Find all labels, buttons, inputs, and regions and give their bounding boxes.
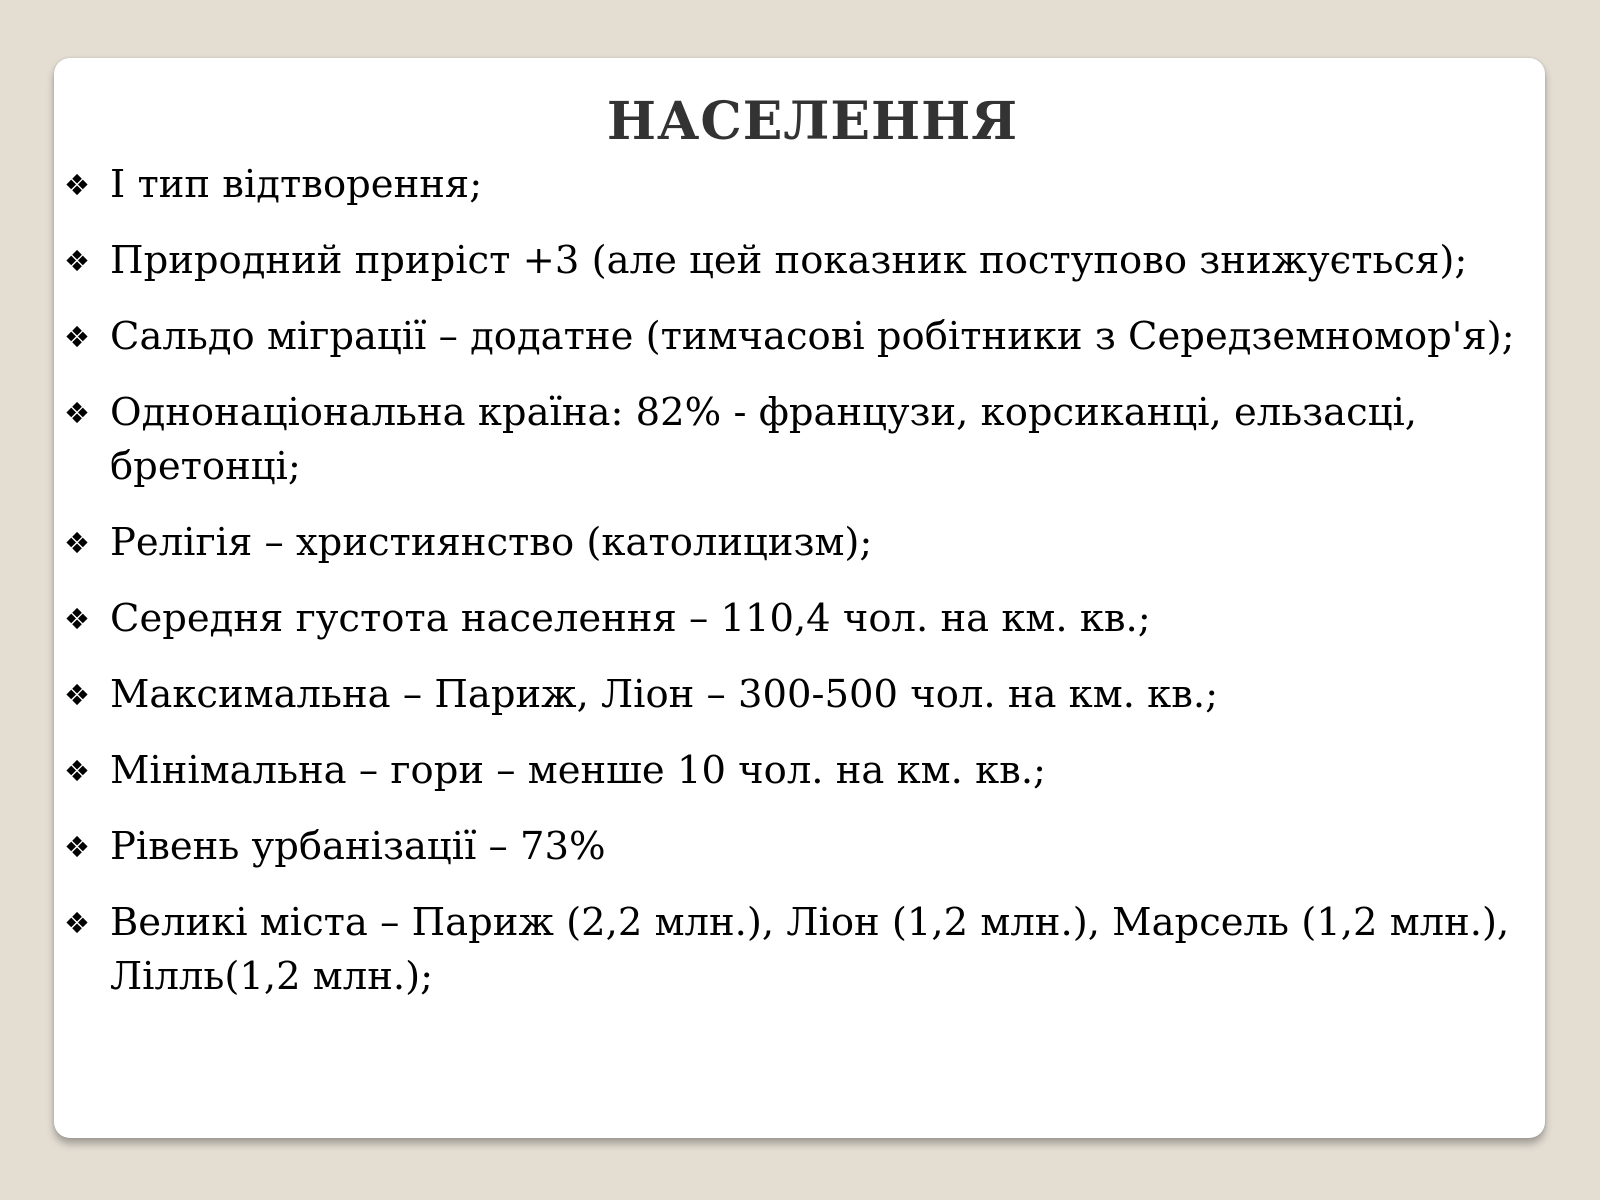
bullet-text: Середня густота населення – 110,4 чол. на км. кв.; bbox=[110, 596, 1151, 641]
list-item bbox=[64, 896, 1545, 1004]
bullet-text: Релігія – християнство (католицизм); bbox=[110, 520, 873, 565]
slide-card bbox=[54, 58, 1545, 1138]
four-petal-diamond-icon: ❖ bbox=[64, 396, 90, 430]
list-item bbox=[64, 386, 1545, 494]
bullet-text: Сальдо міграції – додатне (тимчасові робітники з Середземномор'я); bbox=[110, 314, 1515, 359]
four-petal-diamond-icon: ❖ bbox=[64, 244, 90, 278]
four-petal-diamond-icon: ❖ bbox=[64, 602, 90, 636]
four-petal-diamond-icon: ❖ bbox=[64, 678, 90, 712]
list-item bbox=[64, 744, 1545, 798]
bullet-text: Природний приріст +3 (але цей показник поступово знижується); bbox=[110, 238, 1468, 283]
bullet-text: Великі міста – Париж (2,2 млн.), Ліон (1,2 млн.), Марсель (1,2 млн.), Лілль(1,2 млн.); bbox=[110, 900, 1510, 999]
list-item bbox=[64, 158, 1545, 212]
list-item bbox=[64, 516, 1545, 570]
bullet-text: Максимальна – Париж, Ліон – 300-500 чол. на км. кв.; bbox=[110, 672, 1219, 717]
bullet-text: Рівень урбанізації – 73% bbox=[110, 824, 606, 869]
four-petal-diamond-icon: ❖ bbox=[64, 526, 90, 560]
four-petal-diamond-icon: ❖ bbox=[64, 320, 90, 354]
list-item bbox=[64, 592, 1545, 646]
four-petal-diamond-icon: ❖ bbox=[64, 906, 90, 940]
list-item bbox=[64, 668, 1545, 722]
slide-title: НАСЕЛЕННЯ bbox=[606, 91, 1019, 152]
list-item bbox=[64, 234, 1545, 288]
bullet-list bbox=[64, 158, 1545, 1026]
bullet-text: Однонаціональна країна: 82% - французи, корсиканці, ельзасці, бретонці; bbox=[110, 390, 1418, 489]
four-petal-diamond-icon: ❖ bbox=[64, 168, 90, 202]
four-petal-diamond-icon: ❖ bbox=[64, 754, 90, 788]
list-item bbox=[64, 310, 1545, 364]
bullet-text: Мінімальна – гори – менше 10 чол. на км. кв.; bbox=[110, 748, 1047, 793]
bullet-text: І тип відтворення; bbox=[110, 162, 483, 207]
list-item bbox=[64, 820, 1545, 874]
four-petal-diamond-icon: ❖ bbox=[64, 830, 90, 864]
